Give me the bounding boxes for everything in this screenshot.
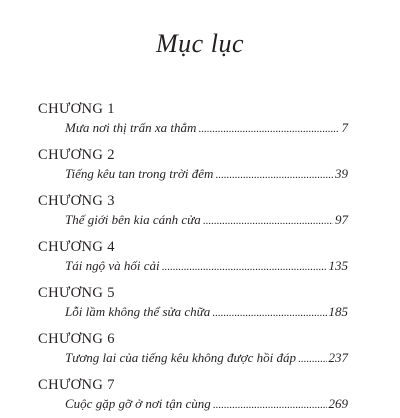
toc-list	[0, 96, 400, 418]
page-number: 185	[328, 304, 348, 319]
toc-entry	[0, 326, 400, 372]
chapter-title: Tái ngộ và hối cải	[65, 258, 160, 273]
toc-entry	[0, 280, 400, 326]
toc-entry-line[interactable]	[65, 349, 348, 367]
page-number: 39	[335, 166, 348, 181]
page-title: Mục lục	[156, 29, 244, 58]
toc-entry	[0, 96, 400, 142]
page-number: 269	[328, 396, 348, 411]
toc-entry-line[interactable]	[65, 395, 348, 413]
dot-leader	[162, 257, 327, 276]
chapter-title: Mưa nơi thị trấn xa thẳm	[65, 120, 197, 135]
page-number: 135	[328, 258, 348, 273]
dot-leader	[215, 165, 333, 184]
chapter-title: Tiếng kêu tan trong trời đêm	[65, 166, 214, 181]
dot-leader	[298, 349, 327, 368]
chapter-title: Lỗi lầm không thể sửa chữa	[65, 304, 211, 319]
toc-entry	[0, 142, 400, 188]
toc-entry	[0, 188, 400, 234]
toc-entry	[0, 372, 400, 418]
dot-leader	[203, 211, 333, 230]
chapter-label: CHƯƠNG 5	[38, 285, 115, 301]
toc-entry-line[interactable]	[65, 257, 348, 275]
chapter-label: CHƯƠNG 2	[38, 147, 115, 163]
chapter-label: CHƯƠNG 7	[38, 377, 115, 393]
dot-leader	[212, 303, 326, 322]
dot-leader	[213, 395, 327, 414]
toc-entry-line[interactable]	[65, 119, 348, 137]
chapter-label: CHƯƠNG 3	[38, 193, 115, 209]
chapter-label: CHƯƠNG 1	[38, 101, 115, 117]
chapter-label: CHƯƠNG 6	[38, 331, 115, 347]
toc-entry-line[interactable]	[65, 211, 348, 229]
page-number: 97	[335, 212, 348, 227]
toc-entry-line[interactable]	[65, 303, 348, 321]
chapter-title: Tương lai của tiếng kêu không được hồi đáp	[65, 350, 296, 365]
chapter-label: CHƯƠNG 4	[38, 239, 115, 255]
toc-entry	[0, 234, 400, 280]
page-number: 7	[341, 120, 348, 135]
chapter-title: Cuộc gặp gỡ ở nơi tận cùng	[65, 396, 211, 411]
page-number: 237	[328, 350, 348, 365]
dot-leader	[198, 119, 338, 138]
chapter-title: Thế giới bên kia cánh cửa	[65, 212, 201, 227]
toc-entry-line[interactable]	[65, 165, 348, 183]
